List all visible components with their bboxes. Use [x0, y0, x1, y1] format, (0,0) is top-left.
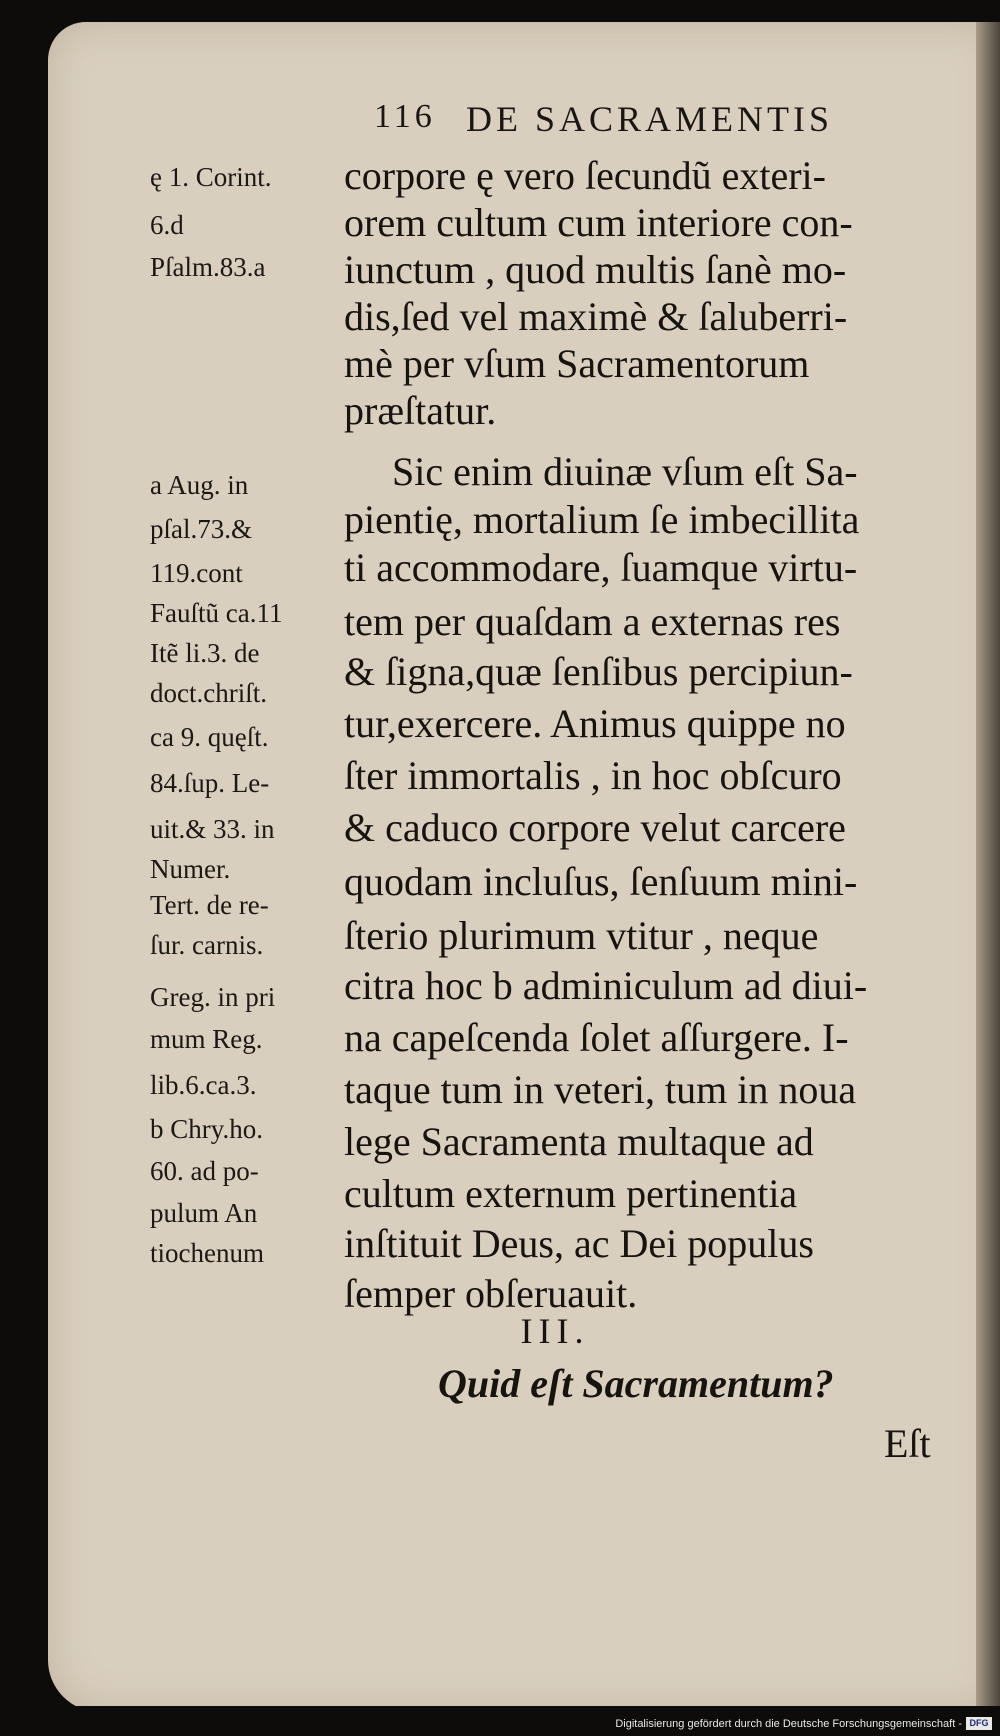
margin-note: Fauſtũ ca.11 — [150, 598, 283, 628]
margin-note: Numer. — [150, 854, 231, 884]
page-header — [0, 98, 1000, 148]
body-line: ſterio plurimum vtitur , neque — [344, 913, 819, 958]
body-line: & caduco corpore velut carcere — [344, 805, 846, 850]
body-line: inſtituit Deus, ac Dei populus — [344, 1221, 814, 1266]
body-line: citra hoc b adminiculum ad diui- — [344, 963, 868, 1008]
body-line: tur,exercere. Animus quippe no — [344, 701, 846, 746]
body-line: corpore ę vero ſecundũ exteri- — [344, 153, 826, 198]
running-title: DE SACRAMENTIS — [466, 99, 834, 139]
body-line: & ſigna,quæ ſenſibus percipiun- — [344, 649, 853, 694]
catchword: Eſt — [884, 1421, 931, 1466]
body-line: ti accommodare, ſuamque virtu- — [344, 545, 858, 590]
margin-note: b Chry.ho. — [150, 1114, 263, 1144]
body-line: taque tum in veteri, tum in noua — [344, 1067, 857, 1112]
margin-note: ſur. carnis. — [150, 930, 264, 960]
body-line: lege Sacramenta multaque ad — [344, 1119, 814, 1164]
body-line: ſemper obſeruauit. — [344, 1271, 638, 1316]
footer-credit: Digitalisierung gefördert durch die Deutsche Forschungsgemeinschaft - — [615, 1718, 962, 1730]
body-line: præſtatur. — [344, 388, 497, 433]
body-line: pientię, mortalium ſe imbecillita — [344, 497, 860, 542]
body-line: quodam incluſus, ſenſuum mini- — [344, 859, 858, 904]
page-number: 116 — [374, 98, 436, 135]
footer-bar — [0, 1706, 1000, 1736]
margin-note: Tert. de re- — [150, 890, 269, 920]
margin-note: 119.cont — [150, 558, 243, 588]
margin-note: 6.d — [150, 210, 184, 240]
margin-note: uit.& 33. in — [150, 814, 275, 844]
body-line: cultum externum pertinentia — [344, 1171, 798, 1216]
body-line: mè per vſum Sacramentorum — [344, 341, 810, 386]
dfg-logo-icon: DFG — [966, 1717, 992, 1730]
margin-note: ca 9. quęſt. — [150, 722, 269, 752]
body-line: Sic enim diuinæ vſum eſt Sa- — [392, 449, 858, 494]
margin-note: 60. ad po- — [150, 1156, 259, 1186]
question-heading: Quid eſt Sacramentum? — [438, 1361, 834, 1406]
page-edge — [976, 22, 1000, 1712]
body-line: orem cultum cum interiore con- — [344, 200, 853, 245]
body-line: ſter immortalis , in hoc obſcuro — [344, 753, 842, 798]
body-line: na capeſcenda ſolet aſſurgere. I- — [344, 1015, 849, 1060]
body-line: dis,ſed vel maximè & ſaluberri- — [344, 294, 848, 339]
margin-note: Greg. in pri — [150, 982, 276, 1012]
body-line: iunctum , quod multis ſanè mo- — [344, 247, 847, 292]
margin-note: pulum An — [150, 1198, 258, 1228]
margin-note: Pſalm.83.a — [150, 252, 266, 282]
margin-note: doct.chriſt. — [150, 678, 267, 708]
margin-note: 84.ſup. Le- — [150, 768, 270, 798]
margin-note: pſal.73.& — [150, 514, 252, 544]
margin-note: Itẽ li.3. de — [150, 638, 260, 668]
section-number: III. — [520, 1311, 590, 1351]
margin-note: tiochenum — [150, 1238, 264, 1268]
margin-note: lib.6.ca.3. — [150, 1070, 257, 1100]
margin-note: mum Reg. — [150, 1024, 263, 1054]
body-line: tem per quaſdam a externas res — [344, 599, 841, 644]
margin-note: a Aug. in — [150, 470, 249, 500]
margin-note: ę 1. Corint. — [150, 162, 272, 192]
